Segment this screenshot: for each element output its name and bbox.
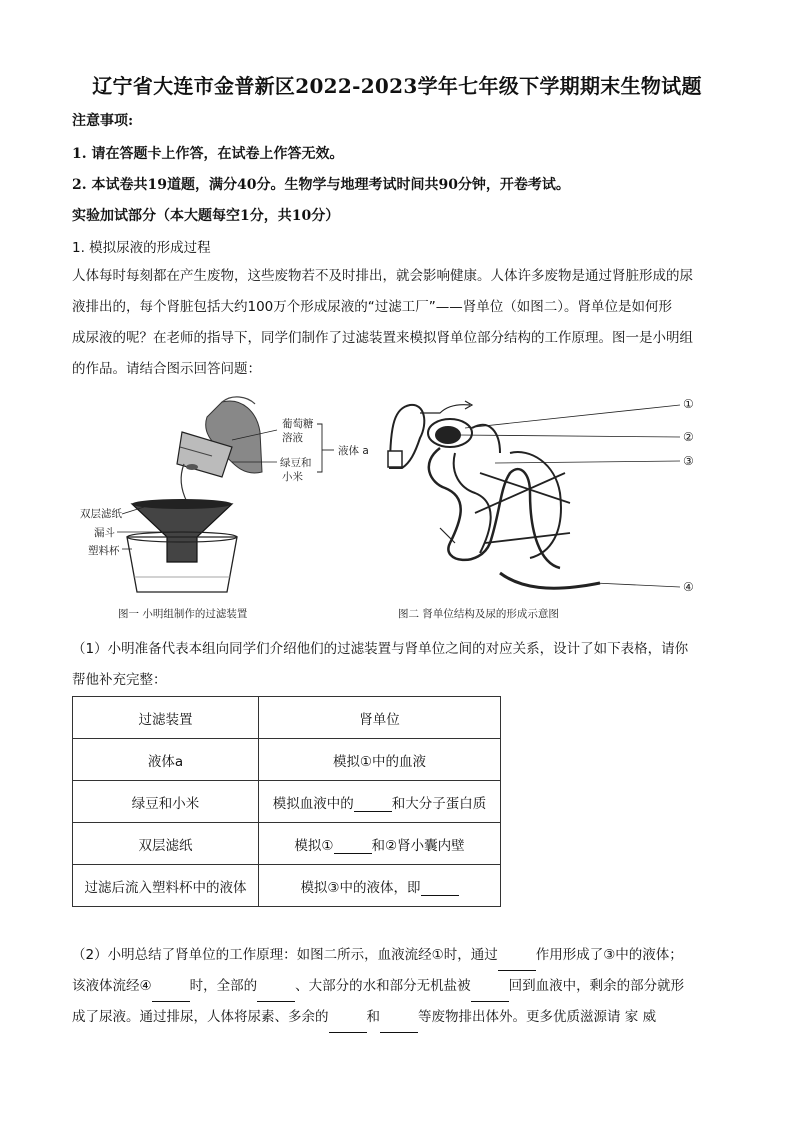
collecting-duct-icon	[500, 573, 600, 588]
table-cell	[259, 823, 501, 865]
figure1-caption: 图一 小明组制作的过滤装置	[118, 608, 248, 620]
cell-text: 模拟①中的血液	[332, 753, 427, 770]
label-filter-paper: 双层滤纸	[80, 508, 122, 520]
table-cell	[259, 739, 501, 781]
sub1-text	[72, 634, 752, 696]
table-cell: 双层滤纸	[73, 823, 259, 865]
answer-blank[interactable]	[380, 1018, 418, 1033]
figure2-nephron-diagram	[380, 393, 720, 603]
table-cell: 过滤后流入塑料杯中的液体	[73, 865, 259, 907]
cell-text: 模拟③中的液体，即	[300, 879, 421, 896]
label-funnel: 漏斗	[94, 527, 115, 539]
text-fragment: 回到血液中，剩余的部分就形	[508, 978, 685, 994]
text-fragment: （2）小明总结了肾单位的工作原理：如图二所示，血液流经①时，通过	[72, 947, 498, 963]
notice-heading: 注意事项:	[72, 113, 134, 129]
text-fragment: 等废物排出体外。更多优质滋源请 家 威	[418, 1009, 657, 1025]
text-fragment: 作用形成了③中的液体；	[535, 947, 683, 963]
sub1-line: 帮他补充完整：	[72, 672, 167, 688]
text-fragment: 成了尿液。通过排尿，人体将尿素、多余的	[72, 1009, 329, 1025]
cell-text: 模拟①	[294, 837, 334, 854]
answer-blank[interactable]	[152, 987, 190, 1002]
table-header: 过滤装置	[73, 697, 259, 739]
table-row	[73, 739, 501, 781]
text-fragment: 和	[366, 1009, 380, 1025]
page-title: 辽宁省大连市金普新区2022-2023学年七年级下学期期末生物试题	[92, 74, 702, 98]
label-cup: 塑料杯	[88, 545, 120, 557]
table-row	[73, 823, 501, 865]
intro-line: 的作品。请结合图示回答问题：	[72, 361, 261, 377]
intro-line: 液排出的，每个肾脏包括大约100万个形成尿液的“过滤工厂”——肾单位（如图二）。肾单位是如何形	[72, 299, 673, 315]
label-beans-2: 小米	[282, 471, 303, 483]
text-fragment: 该液体流经④	[72, 978, 152, 994]
sub2-line	[72, 1002, 762, 1033]
label-liquid-a: 液体 a	[338, 445, 369, 457]
answer-blank[interactable]	[354, 797, 392, 812]
sub2-line	[72, 971, 762, 1002]
text-fragment: 时，全部的	[189, 978, 258, 994]
table-header-row	[73, 697, 501, 739]
intro-line: 成尿液的呢？在老师的指导下，同学们制作了过滤装置来模拟肾单位部分结构的工作原理。图一是小明组	[72, 330, 693, 346]
section-heading: 实验加试部分（本大题每空1分，共10分）	[72, 208, 340, 224]
table-cell: 液体a	[73, 739, 259, 781]
cell-text: 和大分子蛋白质	[391, 795, 487, 812]
table-cell: 绿豆和小米	[73, 781, 259, 823]
sub2-text	[72, 940, 762, 1033]
sub2-line	[72, 940, 762, 971]
marker-4: ④	[683, 580, 694, 594]
answer-blank[interactable]	[471, 987, 509, 1002]
table-cell	[259, 865, 501, 907]
tubule-icon	[429, 448, 560, 568]
comparison-table	[72, 696, 501, 907]
answer-blank[interactable]	[421, 881, 459, 896]
table-row	[73, 781, 501, 823]
label-beans-1: 绿豆和	[280, 457, 312, 469]
sub1-line: （1）小明准备代表本组向同学们介绍他们的过滤装置与肾单位之间的对应关系，设计了如下表格，请你	[72, 641, 689, 657]
table-header: 肾单位	[259, 697, 501, 739]
answer-blank[interactable]	[257, 987, 295, 1002]
table-cell	[259, 781, 501, 823]
figure2-caption: 图二 肾单位结构及尿的形成示意图	[398, 608, 559, 620]
marker-3: ③	[683, 454, 694, 468]
cell-text: 和②肾小囊内壁	[371, 837, 465, 854]
cell-text: 模拟血液中的	[272, 795, 354, 812]
intro-line: 人体每时每刻都在产生废物，这些废物若不及时排出，就会影响健康。人体许多废物是通过肾脏形成的尿	[72, 268, 693, 284]
question1-intro	[72, 261, 732, 385]
answer-blank[interactable]	[334, 839, 372, 854]
notice-item-2: 2. 本试卷共19道题，满分40分。生物学与地理考试时间共90分钟，开卷考试。	[72, 177, 570, 193]
table-row	[73, 865, 501, 907]
text-fragment: 、大部分的水和部分无机盐被	[295, 978, 471, 994]
notice-item-1: 1. 请在答题卡上作答，在试卷上作答无效。	[72, 146, 344, 162]
answer-blank[interactable]	[329, 1018, 367, 1033]
marker-1: ①	[683, 397, 694, 411]
label-glucose-2: 溶液	[282, 432, 303, 444]
question1-title: 1. 模拟尿液的形成过程	[72, 240, 211, 256]
marker-2: ②	[683, 430, 694, 444]
answer-blank[interactable]	[498, 956, 536, 971]
label-glucose-1: 葡萄糖	[282, 418, 314, 430]
